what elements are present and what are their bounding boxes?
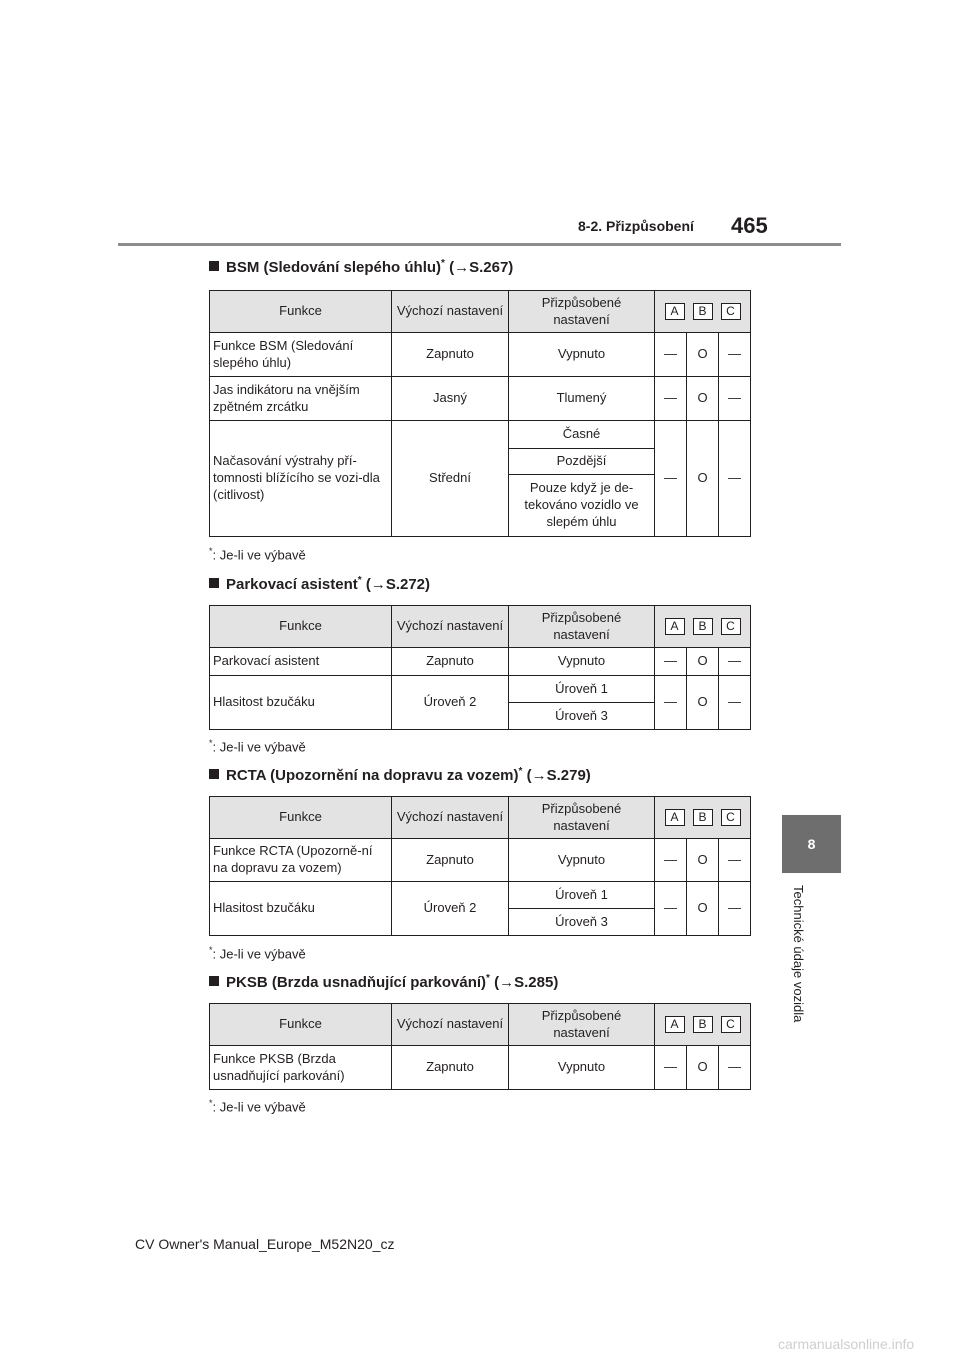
table-header-row [210,797,751,839]
cell-a: — [655,839,687,882]
cell-b: O [687,676,719,730]
header-divider [118,243,841,246]
cell-default: Zapnuto [392,839,509,882]
header-function: Funkce [210,1004,392,1046]
cell-custom: Tlumený [509,377,655,421]
header-function: Funkce [210,606,392,648]
header-function: Funkce [210,797,392,839]
badge-b: B [693,1016,713,1033]
page-reference: (→S.285) [494,974,559,991]
footnote-mark: * [209,945,213,955]
header-abc [655,797,751,839]
table-row [210,1046,751,1090]
bullet-square-icon [209,578,219,588]
badge-b: B [693,303,713,320]
section-heading-title: RCTA (Upozornění na dopravu za vozem) [226,767,519,784]
badge-a: A [665,1016,685,1033]
header-custom: Přizpůsobené nastavení [509,797,655,839]
cell-a: — [655,377,687,421]
chapter-tab: 8 [782,815,841,873]
badge-a: A [665,809,685,826]
asterisk: * [518,766,523,777]
badge-c: C [721,1016,741,1033]
cell-default: Úroveň 2 [392,882,509,936]
settings-table [209,605,751,730]
cell-default: Střední [392,421,509,537]
header-default: Výchozí nastavení [392,1004,509,1046]
table-row [210,377,751,421]
footnote-mark: * [209,738,213,748]
section-heading [209,258,513,276]
cell-function: Parkovací asistent [210,648,392,676]
header-custom: Přizpůsobené nastavení [509,291,655,333]
badge-b: B [693,809,713,826]
header-abc [655,606,751,648]
section-heading-title: Parkovací asistent [226,576,358,593]
section-heading [209,973,558,991]
cell-b: O [687,839,719,882]
page-reference: (→S.267) [449,259,514,276]
cell-b: O [687,333,719,377]
table-row [210,648,751,676]
section-heading-title: PKSB (Brzda usnadňující parkování) [226,974,487,991]
cell-default: Úroveň 2 [392,676,509,730]
cell-a: — [655,676,687,730]
header-abc [655,291,751,333]
table-row [210,676,751,703]
footnote-text: Je-li ve výbavě [219,547,306,563]
cell-a: — [655,1046,687,1090]
footer-manual-id: CV Owner's Manual_Europe_M52N20_cz [135,1236,395,1252]
table-row [210,839,751,882]
footnote-mark: * [209,1098,213,1108]
cell-custom: Úroveň 3 [509,909,655,936]
badge-c: C [721,618,741,635]
badge-a: A [665,303,685,320]
cell-c: — [719,1046,751,1090]
table-header-row [210,1004,751,1046]
footnote: *: Je-li ve výbavě [209,546,306,563]
footnote-mark: * [209,546,213,556]
table-row [210,421,751,449]
footnote-text: Je-li ve výbavě [219,739,306,755]
settings-table [209,1003,751,1090]
bullet-square-icon [209,261,219,271]
cell-custom: Časné [509,421,655,449]
cell-b: O [687,421,719,537]
settings-table [209,290,751,537]
bullet-square-icon [209,769,219,779]
footnote: *: Je-li ve výbavě [209,1098,306,1115]
cell-function: Jas indikátoru na vnějším zpětném zrcátku [210,377,392,421]
cell-function: Funkce RCTA (Upozorně-ní na dopravu za vozem) [210,839,392,882]
footnote: *: Je-li ve výbavě [209,945,306,962]
badge-a: A [665,618,685,635]
table-header-row [210,606,751,648]
header-function: Funkce [210,291,392,333]
cell-custom: Vypnuto [509,333,655,377]
asterisk: * [357,575,362,586]
cell-custom: Úroveň 3 [509,703,655,730]
page-reference: (→S.279) [526,767,591,784]
cell-c: — [719,839,751,882]
page-number: 465 [731,213,768,238]
watermark: carmanualsonline.info [778,1336,915,1352]
cell-custom: Vypnuto [509,1046,655,1090]
footnote-text: Je-li ve výbavě [219,1099,306,1115]
settings-table [209,796,751,936]
cell-default: Zapnuto [392,648,509,676]
cell-function: Hlasitost bzučáku [210,676,392,730]
cell-function: Funkce PKSB (Brzda usnadňující parkování) [210,1046,392,1090]
asterisk: * [441,258,445,269]
cell-custom: Pouze když je de-tekováno vozidlo ve slepém úhlu [509,475,655,537]
cell-default: Jasný [392,377,509,421]
cell-a: — [655,648,687,676]
footnote-text: Je-li ve výbavě [219,946,306,962]
bullet-square-icon [209,976,219,986]
header-default: Výchozí nastavení [392,797,509,839]
section-heading-title: BSM (Sledování slepého úhlu) [226,259,442,276]
asterisk: * [486,973,490,984]
badge-c: C [721,303,741,320]
footnote: *: Je-li ve výbavě [209,738,306,755]
chapter-title: Technické údaje vozidla [791,885,806,1023]
header-default: Výchozí nastavení [392,606,509,648]
cell-function: Hlasitost bzučáku [210,882,392,936]
cell-b: O [687,882,719,936]
cell-b: O [687,648,719,676]
cell-c: — [719,333,751,377]
cell-b: O [687,1046,719,1090]
badge-b: B [693,618,713,635]
page-reference: (→S.272) [365,576,431,593]
header-default: Výchozí nastavení [392,291,509,333]
cell-custom: Úroveň 1 [509,882,655,909]
table-row [210,882,751,909]
cell-c: — [719,648,751,676]
badge-c: C [721,809,741,826]
cell-custom: Vypnuto [509,839,655,882]
cell-a: — [655,421,687,537]
cell-default: Zapnuto [392,333,509,377]
cell-function: Funkce BSM (Sledování slepého úhlu) [210,333,392,377]
cell-c: — [719,676,751,730]
table-header-row [210,291,751,333]
cell-c: — [719,377,751,421]
section-heading [209,575,430,593]
header-abc [655,1004,751,1046]
cell-c: — [719,421,751,537]
section-title: 8-2. Přizpůsobení [578,218,694,234]
section-heading [209,766,591,784]
cell-default: Zapnuto [392,1046,509,1090]
table-row [210,333,751,377]
header-custom: Přizpůsobené nastavení [509,1004,655,1046]
cell-custom: Úroveň 1 [509,676,655,703]
cell-a: — [655,882,687,936]
header-custom: Přizpůsobené nastavení [509,606,655,648]
cell-a: — [655,333,687,377]
cell-c: — [719,882,751,936]
cell-function: Načasování výstrahy pří-tomnosti blížícího se vozi-dla (citlivost) [210,421,392,537]
cell-b: O [687,377,719,421]
cell-custom: Vypnuto [509,648,655,676]
cell-custom: Pozdější [509,449,655,475]
